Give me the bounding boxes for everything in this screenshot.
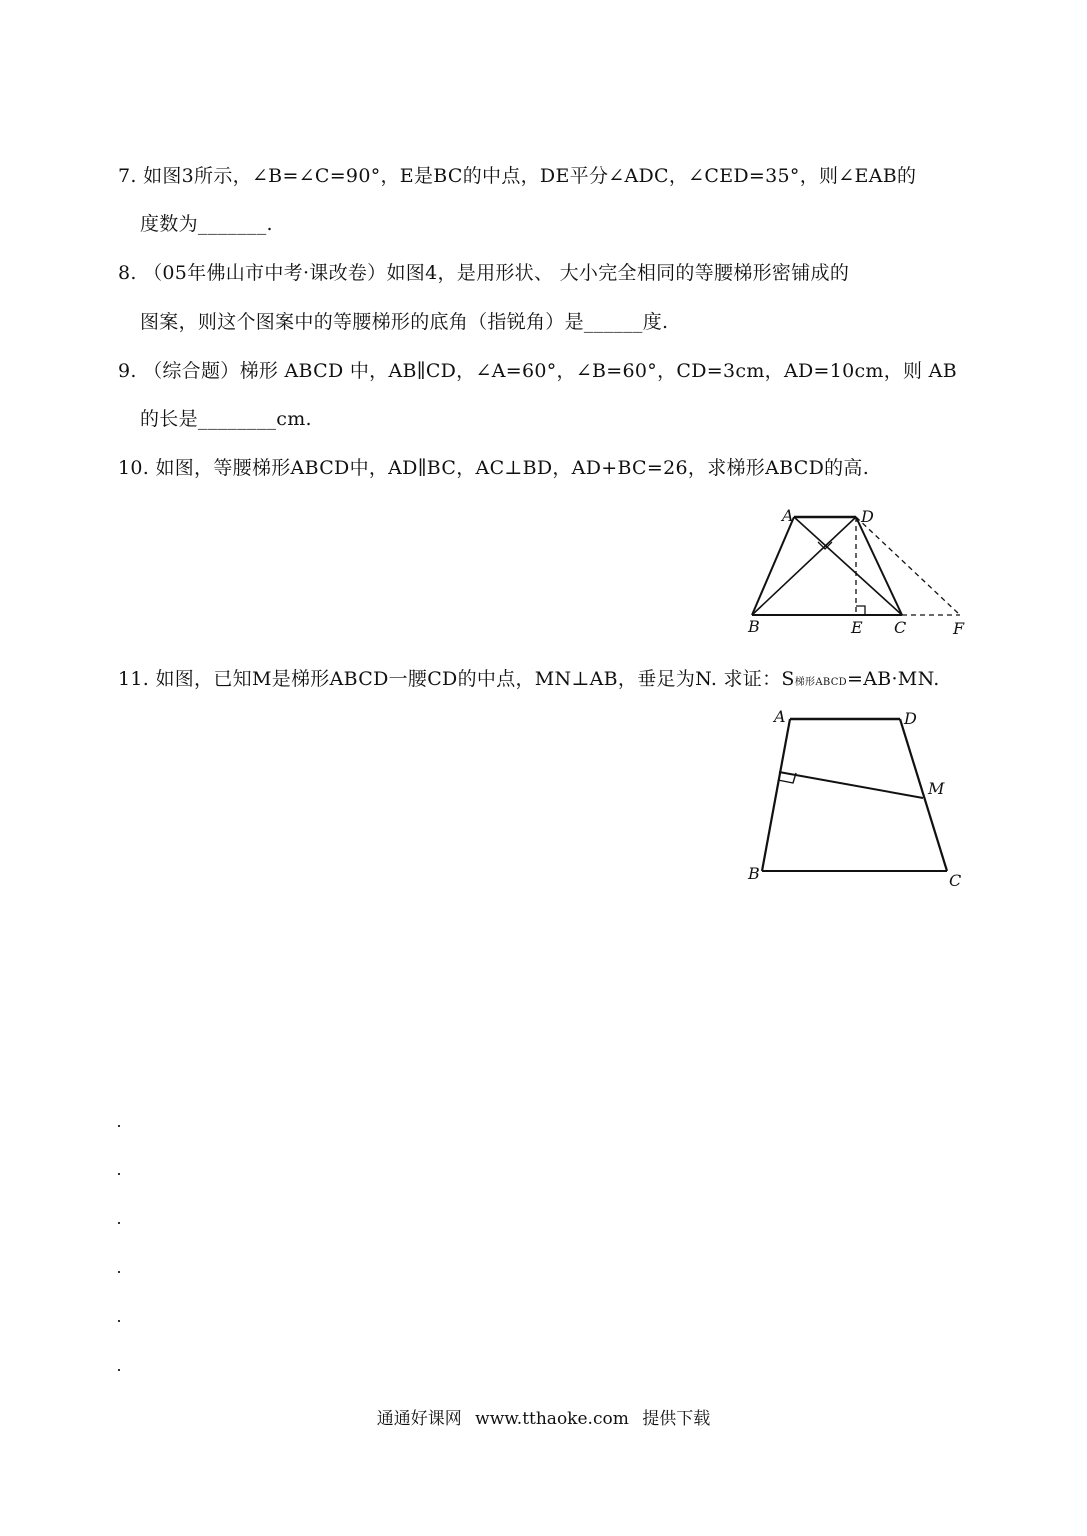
q11-label-d: D [904, 709, 917, 728]
q7-line1: 7. 如图3所示，∠B=∠C=90°，E是BC的中点，DE平分∠ADC，∠CED=35°，则∠EAB的 [118, 165, 917, 187]
q11-line1 [118, 667, 940, 695]
margin-dot [118, 1222, 120, 1224]
q10-segment-cd [856, 517, 902, 615]
q10-label-a: A [782, 506, 794, 525]
q8-line1: 8. （05年佛山市中考·课改卷）如图4，是用形状、 大小完全相同的等腰梯形密铺成的 [118, 262, 850, 284]
q10-segment-ab [752, 517, 794, 615]
page-footer [0, 1408, 1087, 1430]
q10-label-d: D [861, 507, 874, 526]
q11-segment-ab [762, 719, 790, 871]
q10-segment-df [856, 517, 960, 615]
margin-dot [118, 1173, 120, 1175]
q11-label-m: M [928, 779, 945, 798]
q10-diagonal-ac [794, 517, 902, 615]
q8-line2: 图案，则这个图案中的等腰梯形的底角（指锐角）是______度. [140, 311, 669, 333]
q11-line1-pre: 11. 如图，已知M是梯形ABCD一腰CD的中点，MN⊥AB，垂足为N. 求证：S [118, 668, 795, 690]
q10-label-b: B [748, 617, 760, 636]
margin-dot [118, 1271, 120, 1273]
q11-line1-sub: 梯形ABCD [794, 677, 847, 688]
q11-trapezoid-figure [740, 700, 980, 900]
q11-line1-post: =AB·MN. [846, 668, 940, 690]
q10-right-angle-mark-e [856, 606, 865, 615]
q9-line1: 9. （综合题）梯形 ABCD 中，AB∥CD，∠A=60°，∠B=60°，CD=3cm，AD=10cm，则 AB [118, 360, 957, 382]
q7-line2: 度数为_______. [140, 213, 273, 235]
q10-label-f: F [953, 619, 965, 638]
footer-url[interactable]: www.tthaoke.com [475, 1409, 629, 1429]
q10-diagonal-bd [752, 517, 856, 615]
margin-dot [118, 1125, 120, 1127]
margin-dot [118, 1369, 120, 1371]
q10-trapezoid-figure [740, 500, 980, 640]
q10-label-c: C [894, 618, 907, 637]
q10-label-e: E [851, 618, 863, 637]
q9-line2: 的长是________cm. [140, 408, 312, 430]
q11-label-b: B [748, 864, 760, 883]
footer-suffix: 提供下载 [642, 1409, 711, 1429]
q11-segment-mn [779, 772, 923, 798]
margin-dot [118, 1320, 120, 1322]
footer-site-name: 通通好课网 [376, 1409, 462, 1429]
q10-line1: 10. 如图，等腰梯形ABCD中，AD∥BC，AC⊥BD，AD+BC=26，求梯形ABCD的高. [118, 457, 870, 479]
q11-label-c: C [949, 871, 962, 890]
q11-label-a: A [774, 707, 786, 726]
